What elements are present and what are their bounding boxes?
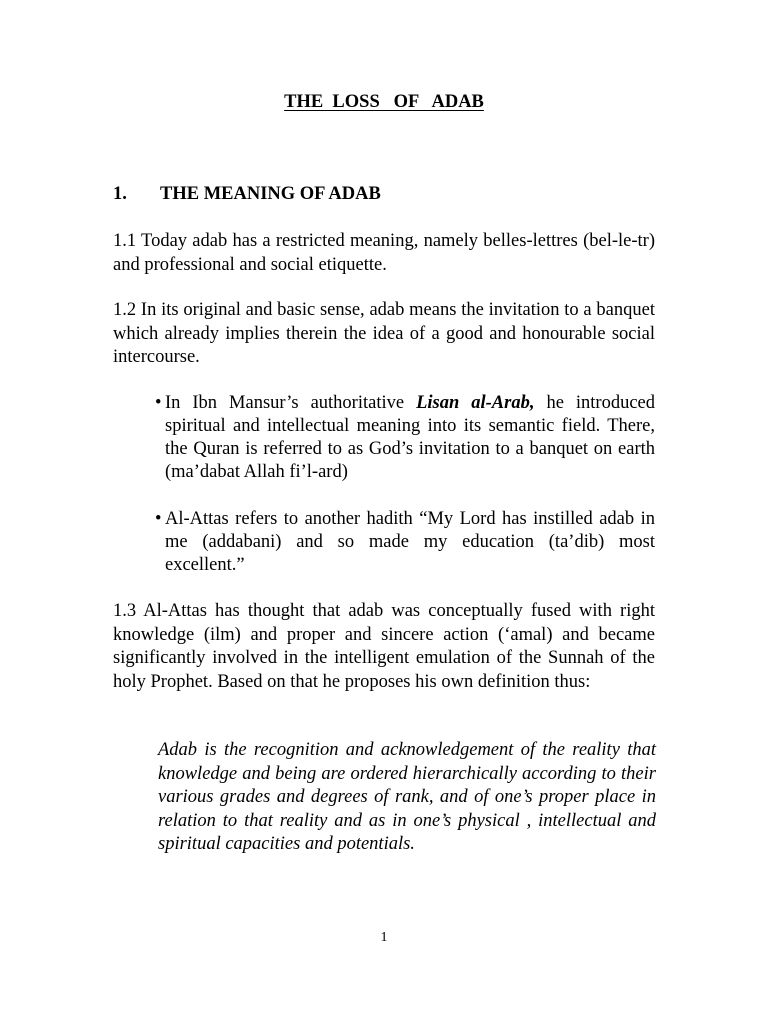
bullet-1-text-after: he introduced spiritual and intellectual meaning into its semantic field. There, the Quran is referred to as God’s invitation to a banquet on earth (ma’dabat Allah fi’l-ard) xyxy=(165,393,655,482)
bullet-1-emphasis: Lisan al-Arab, xyxy=(416,393,535,413)
bullet-dot-icon: • xyxy=(155,509,162,529)
page-number: 1 xyxy=(380,930,388,945)
definition-quote: Adab is the recognition and acknowledgement of the reality that knowledge and being are ordered hierarchically according to their various grades and degrees of rank, and of one’s proper place in relation to that reality and as in one’s physical , intellectual and spiritual capacities and potentials. xyxy=(158,740,656,854)
section-heading-text: THE MEANING OF ADAB xyxy=(160,184,381,204)
page-title-text: THE LOSS OF ADAB xyxy=(284,92,484,112)
bullet-1-text-before: In Ibn Mansur’s authoritative xyxy=(165,393,417,413)
bullet-item-hadith xyxy=(155,508,655,577)
paragraph-1-3: 1.3 Al-Attas has thought that adab was conceptually fused with right knowledge (ilm) and proper and sincere action (‘amal) and became significantly involved in the intelligent emulation of the Sunnah of the holy Prophet. Based on that he proposes his own definition thus: xyxy=(113,601,655,692)
bullet-item-lisan-al-arab xyxy=(155,392,655,484)
bullet-2-text: Al-Attas refers to another hadith “My Lord has instilled adab in me (addabani) and so made my education (ta’dib) most excellent.” xyxy=(165,509,655,575)
section-number: 1. xyxy=(113,184,127,204)
bullet-dot-icon: • xyxy=(155,393,162,413)
paragraph-1-1: 1.1 Today adab has a restricted meaning, namely belles-lettres (bel-le-tr) and professional and social etiquette. xyxy=(113,231,655,275)
paragraph-1-2: 1.2 In its original and basic sense, adab means the invitation to a banquet which already implies therein the idea of a good and honourable social intercourse. xyxy=(113,300,655,367)
page-title xyxy=(0,92,768,113)
section-heading xyxy=(113,184,381,205)
